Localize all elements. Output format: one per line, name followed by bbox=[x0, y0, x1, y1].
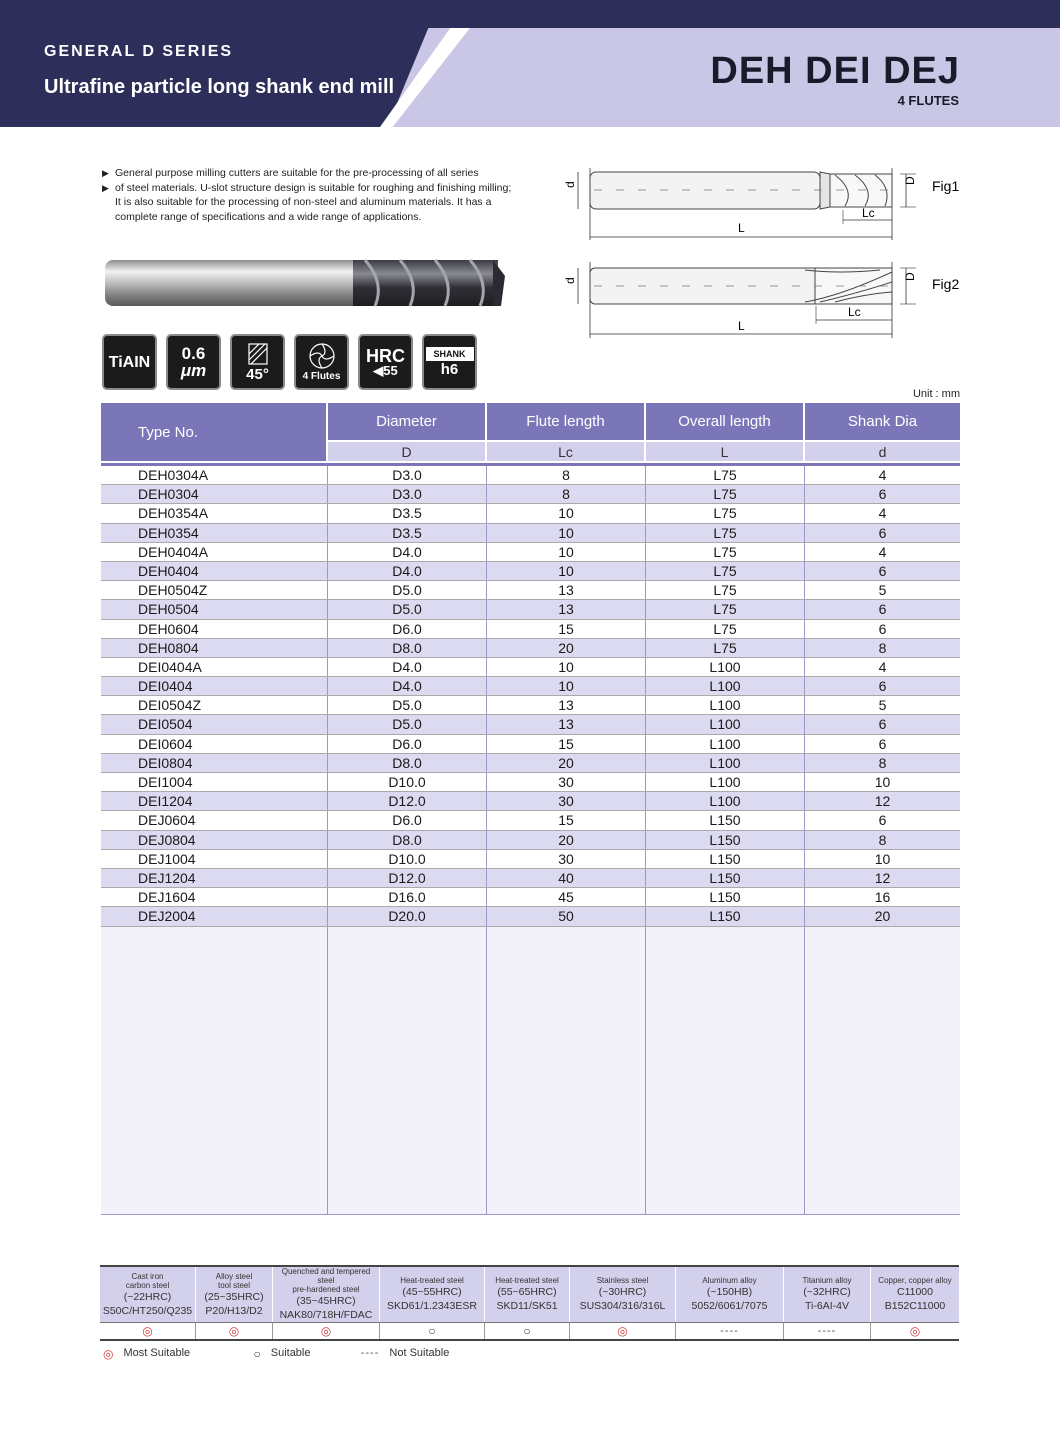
diameter-cell: D6.0 bbox=[328, 620, 487, 638]
flute-length-cell: 8 bbox=[487, 485, 646, 503]
overall-length-cell: L150 bbox=[646, 811, 805, 829]
overall-length-label: L bbox=[738, 221, 745, 235]
flute-length-cell: 40 bbox=[487, 869, 646, 887]
table-row bbox=[101, 504, 960, 523]
description-line: ▶ General purpose milling cutters are suitable for the pre-processing of all series bbox=[102, 167, 479, 179]
coating-badge: TiAIN bbox=[102, 334, 157, 390]
diameter-cell: D4.0 bbox=[328, 658, 487, 676]
diameter-cell: D3.0 bbox=[328, 466, 487, 484]
type-no-cell: DEI0404A bbox=[101, 658, 328, 676]
type-no-cell: DEH0504 bbox=[101, 600, 328, 618]
table-body bbox=[101, 463, 960, 927]
table-row bbox=[101, 466, 960, 485]
flute-length-cell: 15 bbox=[487, 811, 646, 829]
diameter-cell: D8.0 bbox=[328, 754, 487, 772]
overall-length-label: L bbox=[738, 319, 745, 333]
end-mill-product-image bbox=[103, 258, 508, 308]
material-rating-cell bbox=[871, 1323, 959, 1339]
bullet-icon: ▶ bbox=[102, 182, 109, 193]
overall-length-cell: L150 bbox=[646, 869, 805, 887]
material-rating-cell bbox=[676, 1323, 784, 1339]
shank-dia-cell: 8 bbox=[878, 831, 887, 848]
overall-length-cell: L100 bbox=[646, 754, 805, 772]
shank-dia-cell: 10 bbox=[874, 850, 891, 867]
table-row bbox=[101, 811, 960, 830]
diameter-header: Diameter D bbox=[328, 403, 487, 461]
most-suitable-icon: ◎ bbox=[320, 1324, 332, 1338]
overall-length-cell: L100 bbox=[646, 696, 805, 714]
shank-dia-cell: 12 bbox=[874, 869, 891, 886]
type-no-cell: DEH0504Z bbox=[101, 581, 328, 599]
table-row bbox=[101, 715, 960, 734]
most-suitable-icon: ◎ bbox=[617, 1324, 628, 1338]
overall-length-cell: L100 bbox=[646, 773, 805, 791]
type-no-cell: DEI0504 bbox=[101, 715, 328, 733]
overall-length-cell: L150 bbox=[646, 907, 805, 925]
shank-dia-cell: 6 bbox=[878, 486, 887, 503]
diameter-cell: D6.0 bbox=[328, 735, 487, 753]
table-row bbox=[101, 735, 960, 754]
type-no-cell: DEI0604 bbox=[101, 735, 328, 753]
suitable-icon: ○ bbox=[253, 1347, 261, 1361]
flute-length-cell: 13 bbox=[487, 696, 646, 714]
flutes-label: 4 FLUTES bbox=[897, 93, 959, 108]
diameter-cell: D4.0 bbox=[328, 677, 487, 695]
material-header-cell: Copper, copper alloy C11000 B152C11000 bbox=[878, 1276, 952, 1312]
type-no-cell: DEH0404A bbox=[101, 543, 328, 561]
material-rating-cell bbox=[196, 1323, 273, 1339]
flute-length-label: Lc bbox=[862, 206, 875, 220]
table-row bbox=[101, 600, 960, 619]
overall-length-cell: L75 bbox=[646, 524, 805, 542]
material-header-cell: Aluminum alloy (~150HB) 5052/6061/7075 bbox=[676, 1267, 784, 1322]
feature-badges bbox=[102, 334, 477, 390]
diameter-cell: D3.5 bbox=[328, 504, 487, 522]
overall-length-cell: L150 bbox=[646, 831, 805, 849]
type-no-cell: DEJ2004 bbox=[101, 907, 328, 925]
diameter-cell: D5.0 bbox=[328, 600, 487, 618]
table-row bbox=[101, 831, 960, 850]
flute-length-cell: 10 bbox=[487, 677, 646, 695]
suitable-icon: ○ bbox=[428, 1324, 436, 1338]
table-row bbox=[101, 620, 960, 639]
flute-length-cell: 10 bbox=[487, 658, 646, 676]
figure-1-label: Fig1 bbox=[932, 178, 960, 194]
most-suitable-icon: ◎ bbox=[103, 1347, 114, 1361]
material-rating-row bbox=[100, 1322, 959, 1339]
flute-length-cell: 30 bbox=[487, 792, 646, 810]
material-suitability-table bbox=[100, 1265, 959, 1341]
table-row bbox=[101, 792, 960, 811]
diameter-cell: D16.0 bbox=[328, 888, 487, 906]
type-no-cell: DEH0304A bbox=[101, 466, 328, 484]
table-row bbox=[101, 562, 960, 581]
grain-size-badge: 0.6 μm bbox=[166, 334, 221, 390]
shank-dia-cell: 6 bbox=[878, 562, 887, 579]
type-no-cell: DEH0804 bbox=[101, 639, 328, 657]
shank-diameter-label: d bbox=[563, 181, 577, 188]
diameter-cell: D3.5 bbox=[328, 524, 487, 542]
diameter-cell: D8.0 bbox=[328, 831, 487, 849]
bullet-icon: ▶ bbox=[102, 168, 109, 178]
material-header-cell: Stainless steel (~30HRC) SUS304/316/316L bbox=[570, 1267, 676, 1322]
flute-length-cell: 10 bbox=[487, 562, 646, 580]
shank-dia-cell: 4 bbox=[878, 658, 887, 675]
material-header-cell: Heat-treated steel (45~55HRC) SKD61/1.2343ESR bbox=[380, 1267, 485, 1322]
flute-length-label: Lc bbox=[848, 305, 861, 319]
overall-length-header: Overall length L bbox=[646, 403, 805, 461]
table-row bbox=[101, 524, 960, 543]
shank-dia-cell: 8 bbox=[878, 754, 887, 771]
material-header-cell: Cast iron carbon steel (~22HRC) S50C/HT250/Q235 bbox=[100, 1267, 196, 1322]
overall-length-cell: L75 bbox=[646, 466, 805, 484]
diameter-cell: D3.0 bbox=[328, 485, 487, 503]
diameter-cell: D20.0 bbox=[328, 907, 487, 925]
shank-dia-cell: 12 bbox=[874, 793, 891, 810]
table-row bbox=[101, 581, 960, 600]
flute-length-cell: 8 bbox=[487, 466, 646, 484]
not-suitable-icon: ---- bbox=[360, 1347, 380, 1359]
table-row bbox=[101, 888, 960, 907]
overall-length-cell: L150 bbox=[646, 850, 805, 868]
overall-length-cell: L75 bbox=[646, 504, 805, 522]
material-header-cell: Quenched and tempered steel pre-hardened steel (35~45HRC) NAK80/718H/FDAC bbox=[273, 1267, 380, 1322]
shank-tolerance-badge: SHANK h6 bbox=[422, 334, 477, 390]
figure-1-diagram bbox=[560, 160, 970, 245]
shank-dia-header: Shank Dia d bbox=[805, 403, 960, 461]
series-title: GENERAL D SERIES bbox=[44, 43, 234, 60]
flute-length-cell: 10 bbox=[487, 543, 646, 561]
overall-length-cell: L100 bbox=[646, 792, 805, 810]
material-header-cell: Titanium alloy (~32HRC) Ti-6AI-4V bbox=[784, 1267, 871, 1322]
diameter-cell: D8.0 bbox=[328, 639, 487, 657]
type-no-cell: DEH0304 bbox=[101, 485, 328, 503]
shank-dia-cell: 5 bbox=[878, 582, 887, 599]
flute-length-cell: 15 bbox=[487, 735, 646, 753]
type-no-cell: DEI0804 bbox=[101, 754, 328, 772]
table-row bbox=[101, 696, 960, 715]
type-no-cell: DEJ1204 bbox=[101, 869, 328, 887]
flute-length-cell: 13 bbox=[487, 715, 646, 733]
not-suitable-icon: ---- bbox=[817, 1325, 837, 1337]
diameter-cell: D5.0 bbox=[328, 715, 487, 733]
shank-dia-cell: 4 bbox=[878, 505, 887, 522]
overall-length-cell: L75 bbox=[646, 485, 805, 503]
flute-length-cell: 50 bbox=[487, 907, 646, 925]
helix-angle-badge: 45° bbox=[230, 334, 285, 390]
hrc-badge: HRC ◀55 bbox=[358, 334, 413, 390]
shank-dia-cell: 6 bbox=[878, 735, 887, 752]
type-no-cell: DEH0354A bbox=[101, 504, 328, 522]
diameter-cell: D5.0 bbox=[328, 581, 487, 599]
flute-length-cell: 13 bbox=[487, 600, 646, 618]
shank-dia-cell: 6 bbox=[878, 620, 887, 637]
figure-2-diagram bbox=[560, 258, 970, 343]
type-no-cell: DEI0404 bbox=[101, 677, 328, 695]
overall-length-cell: L75 bbox=[646, 581, 805, 599]
most-suitable-icon: ◎ bbox=[142, 1324, 153, 1338]
material-rating-cell bbox=[100, 1323, 196, 1339]
banner-dark-panel bbox=[0, 0, 440, 127]
flute-length-cell: 30 bbox=[487, 850, 646, 868]
description-line: ▶ of steel materials. U-slot structure design is suitable for roughing and finishing milling; bbox=[102, 181, 512, 194]
type-no-cell: DEH0354 bbox=[101, 524, 328, 542]
four-flutes-icon bbox=[307, 341, 337, 371]
diameter-cell: D6.0 bbox=[328, 811, 487, 829]
shank-dia-cell: 16 bbox=[874, 889, 891, 906]
material-header-row bbox=[100, 1267, 959, 1322]
flute-length-cell: 10 bbox=[487, 504, 646, 522]
type-no-cell: DEJ1604 bbox=[101, 888, 328, 906]
shank-dia-cell: 20 bbox=[874, 908, 891, 925]
diameter-cell: D10.0 bbox=[328, 773, 487, 791]
type-no-cell: DEH0604 bbox=[101, 620, 328, 638]
material-header-cell: Heat-treated steel (55~65HRC) SKD11/SK51 bbox=[485, 1267, 570, 1322]
type-no-cell: DEJ0604 bbox=[101, 811, 328, 829]
shank-dia-cell: 6 bbox=[878, 678, 887, 695]
material-rating-cell bbox=[273, 1323, 380, 1339]
overall-length-cell: L75 bbox=[646, 600, 805, 618]
suitable-icon: ○ bbox=[523, 1324, 531, 1338]
overall-length-cell: L75 bbox=[646, 620, 805, 638]
flute-length-cell: 45 bbox=[487, 888, 646, 906]
material-header-cell: Alloy steel tool steel (25~35HRC) P20/H13/D2 bbox=[196, 1267, 273, 1322]
flute-length-cell: 20 bbox=[487, 831, 646, 849]
table-row bbox=[101, 773, 960, 792]
shank-dia-cell: 4 bbox=[878, 543, 887, 560]
material-rating-cell bbox=[380, 1323, 485, 1339]
not-suitable-icon: ---- bbox=[720, 1325, 739, 1337]
type-no-cell: DEI1204 bbox=[101, 792, 328, 810]
type-no-cell: DEH0404 bbox=[101, 562, 328, 580]
specification-table bbox=[101, 403, 960, 1215]
cutter-diameter-label: D bbox=[903, 272, 917, 281]
table-row bbox=[101, 639, 960, 658]
product-description bbox=[102, 166, 532, 224]
most-suitable-icon: ◎ bbox=[228, 1324, 240, 1338]
flute-length-cell: 13 bbox=[487, 581, 646, 599]
table-row bbox=[101, 869, 960, 888]
overall-length-cell: L100 bbox=[646, 677, 805, 695]
description-line: complete range of specifications and a wide range of applications. bbox=[115, 210, 422, 223]
diameter-cell: D12.0 bbox=[328, 792, 487, 810]
shank-dia-cell: 6 bbox=[878, 601, 887, 618]
overall-length-cell: L75 bbox=[646, 562, 805, 580]
table-row bbox=[101, 658, 960, 677]
material-rating-cell bbox=[570, 1323, 676, 1339]
flutes-badge: 4 Flutes bbox=[294, 334, 349, 390]
shank-dia-cell: 8 bbox=[878, 639, 887, 656]
flute-length-cell: 15 bbox=[487, 620, 646, 638]
shank-dia-cell: 6 bbox=[878, 812, 887, 829]
shank-dia-cell: 4 bbox=[878, 467, 887, 483]
cutter-diameter-label: D bbox=[903, 176, 917, 185]
table-row bbox=[101, 677, 960, 696]
diameter-cell: D5.0 bbox=[328, 696, 487, 714]
diameter-cell: D10.0 bbox=[328, 850, 487, 868]
figure-2-label: Fig2 bbox=[932, 276, 960, 292]
diameter-cell: D4.0 bbox=[328, 543, 487, 561]
unit-label: Unit : mm bbox=[912, 388, 960, 400]
shank-dia-cell: 10 bbox=[874, 774, 891, 790]
diameter-cell: D4.0 bbox=[328, 562, 487, 580]
shank-dia-cell: 6 bbox=[878, 524, 887, 541]
most-suitable-icon: ◎ bbox=[909, 1324, 921, 1338]
shank-diameter-label: d bbox=[563, 277, 577, 284]
overall-length-cell: L75 bbox=[646, 543, 805, 561]
table-header bbox=[101, 403, 960, 461]
type-no-cell: DEI0504Z bbox=[101, 696, 328, 714]
type-no-cell: DEJ1004 bbox=[101, 850, 328, 868]
overall-length-cell: L150 bbox=[646, 888, 805, 906]
helix-icon bbox=[243, 342, 273, 366]
table-row bbox=[101, 485, 960, 504]
suitability-legend: ◎ Most Suitable ○ Suitable ---- Not Suitable bbox=[103, 1347, 450, 1361]
table-empty-area bbox=[101, 927, 960, 1215]
model-names: DEH DEI DEJ bbox=[710, 50, 960, 92]
overall-length-cell: L100 bbox=[646, 735, 805, 753]
description-line: It is also suitable for the processing of non-steel and aluminum materials. It has a bbox=[115, 196, 492, 208]
type-no-cell: DEI1004 bbox=[101, 773, 328, 791]
less-than-icon: ◀ bbox=[373, 362, 384, 378]
overall-length-cell: L100 bbox=[646, 658, 805, 676]
flute-length-cell: 20 bbox=[487, 754, 646, 772]
header-banner bbox=[0, 0, 1060, 127]
material-rating-cell bbox=[784, 1323, 871, 1339]
table-row bbox=[101, 754, 960, 773]
type-no-cell: DEJ0804 bbox=[101, 831, 328, 849]
product-subtitle: Ultrafine particle long shank end mill bbox=[44, 76, 395, 98]
material-rating-cell bbox=[485, 1323, 570, 1339]
overall-length-cell: L100 bbox=[646, 715, 805, 733]
diameter-cell: D12.0 bbox=[328, 869, 487, 887]
table-row bbox=[101, 543, 960, 562]
flute-length-cell: 10 bbox=[487, 524, 646, 542]
table-row bbox=[101, 850, 960, 869]
flute-length-cell: 30 bbox=[487, 773, 646, 791]
flute-length-cell: 20 bbox=[487, 639, 646, 657]
overall-length-cell: L75 bbox=[646, 639, 805, 657]
shank-dia-cell: 5 bbox=[878, 697, 887, 714]
flute-length-header: Flute length Lc bbox=[487, 403, 646, 461]
table-row bbox=[101, 907, 960, 926]
type-no-header: Type No. bbox=[101, 403, 328, 461]
shank-dia-cell: 6 bbox=[878, 716, 887, 733]
